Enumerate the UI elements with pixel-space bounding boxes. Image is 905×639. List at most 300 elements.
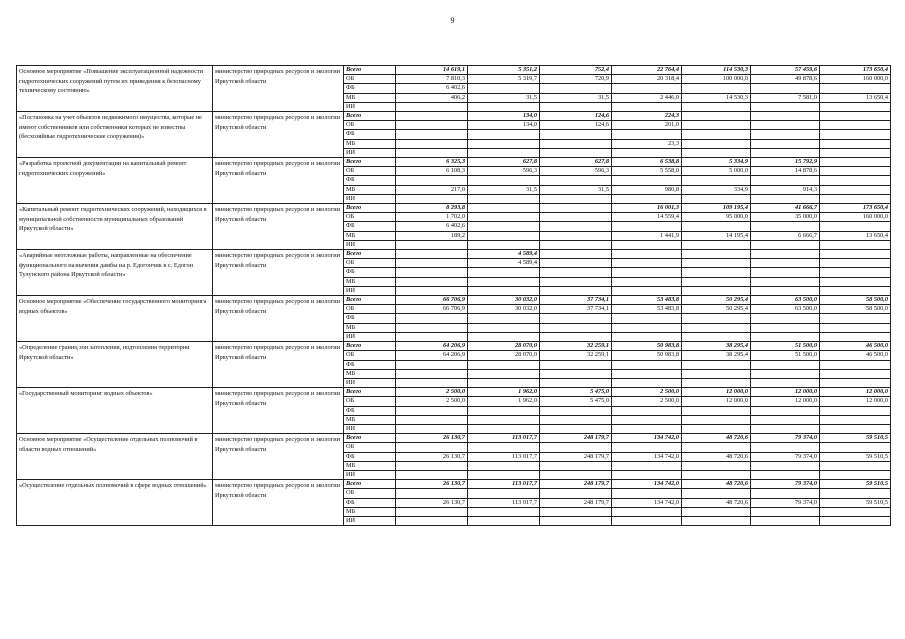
funding-source-cell: Всего [344, 250, 396, 259]
value-cell [396, 314, 468, 323]
value-cell: 66 706,9 [396, 305, 468, 314]
funding-source-cell: ИИ [344, 286, 396, 295]
value-cell: 12 000,0 [682, 388, 751, 397]
value-cell [468, 378, 540, 387]
funding-source-cell: ИИ [344, 240, 396, 249]
value-cell: 1 441,9 [612, 231, 682, 240]
value-cell: 66 706,9 [396, 296, 468, 305]
value-cell: 596,3 [540, 167, 612, 176]
value-cell [751, 268, 820, 277]
value-cell [468, 507, 540, 516]
value-cell: 4 589,4 [468, 250, 540, 259]
funding-source-cell: ИИ [344, 424, 396, 433]
value-cell: 59 510,5 [820, 434, 891, 443]
responsible-executor-cell: министерство природных ресурсов и экологии Иркутской области [213, 342, 344, 388]
value-cell [682, 369, 751, 378]
value-cell [820, 516, 891, 525]
funding-source-cell: ФБ [344, 314, 396, 323]
value-cell: 64 206,9 [396, 351, 468, 360]
value-cell [468, 461, 540, 470]
value-cell [820, 185, 891, 194]
value-cell: 6 325,3 [396, 158, 468, 167]
value-cell: 248 179,7 [540, 498, 612, 507]
value-cell: 2 500,0 [612, 397, 682, 406]
value-cell [540, 250, 612, 259]
value-cell: 124,6 [540, 112, 612, 121]
value-cell: 58 500,0 [820, 296, 891, 305]
value-cell: 113 017,7 [468, 452, 540, 461]
value-cell [751, 314, 820, 323]
value-cell [540, 470, 612, 479]
funding-source-cell: ИИ [344, 194, 396, 203]
value-cell [682, 102, 751, 111]
value-cell [612, 415, 682, 424]
value-cell [682, 268, 751, 277]
value-cell: 48 720,6 [682, 452, 751, 461]
funding-source-cell: МБ [344, 185, 396, 194]
value-cell [682, 507, 751, 516]
value-cell [396, 323, 468, 332]
value-cell [540, 259, 612, 268]
value-cell [540, 240, 612, 249]
value-cell [612, 194, 682, 203]
value-cell [396, 424, 468, 433]
value-cell [612, 489, 682, 498]
value-cell: 12 000,0 [682, 397, 751, 406]
value-cell [751, 424, 820, 433]
value-cell [820, 470, 891, 479]
value-cell [820, 250, 891, 259]
funding-source-cell: ИИ [344, 332, 396, 341]
value-cell [751, 489, 820, 498]
value-cell [468, 194, 540, 203]
value-cell [820, 489, 891, 498]
value-cell: 1 962,0 [468, 388, 540, 397]
value-cell [820, 112, 891, 121]
funding-source-cell: МБ [344, 507, 396, 516]
value-cell [540, 84, 612, 93]
value-cell: 31,5 [540, 93, 612, 102]
value-cell [682, 250, 751, 259]
value-cell: 37 734,1 [540, 305, 612, 314]
value-cell: 26 130,7 [396, 434, 468, 443]
value-cell [612, 240, 682, 249]
funding-source-cell: ОБ [344, 121, 396, 130]
value-cell: 5 558,0 [612, 167, 682, 176]
value-cell [682, 461, 751, 470]
activity-name-cell: «Осуществление отдельных полномочий в сфере водных отношений» [17, 480, 213, 526]
funding-source-cell: ФБ [344, 360, 396, 369]
value-cell: 124,6 [540, 121, 612, 130]
value-cell: 49 878,6 [751, 75, 820, 84]
funding-source-cell: ОБ [344, 305, 396, 314]
value-cell: 63 500,0 [751, 296, 820, 305]
value-cell: 752,4 [540, 66, 612, 75]
value-cell [540, 194, 612, 203]
value-cell: 5 334,9 [682, 158, 751, 167]
value-cell [820, 332, 891, 341]
funding-source-cell: ОБ [344, 443, 396, 452]
funding-source-cell: ФБ [344, 84, 396, 93]
value-cell [612, 332, 682, 341]
value-cell [682, 424, 751, 433]
value-cell [396, 250, 468, 259]
value-cell: 14 619,1 [396, 66, 468, 75]
table-row [17, 158, 891, 167]
value-cell: 35 000,0 [751, 213, 820, 222]
value-cell [540, 176, 612, 185]
activity-name-cell: «Постановка на учет объектов недвижимого имущества, которые не имеют собственников или собственники которых не известны (бесхозяйные гидротехнические сооружения)» [17, 112, 213, 158]
value-cell: 134 742,0 [612, 498, 682, 507]
value-cell: 2 500,0 [396, 388, 468, 397]
value-cell [682, 332, 751, 341]
value-cell: 248 179,7 [540, 434, 612, 443]
value-cell: 5 475,0 [540, 388, 612, 397]
table-row [17, 250, 891, 259]
funding-source-cell: ОБ [344, 213, 396, 222]
funding-source-cell: ОБ [344, 397, 396, 406]
value-cell [751, 148, 820, 157]
value-cell [540, 213, 612, 222]
value-cell [612, 84, 682, 93]
value-cell: 201,0 [612, 121, 682, 130]
value-cell: 1 702,0 [396, 213, 468, 222]
value-cell [612, 286, 682, 295]
value-cell [540, 204, 612, 213]
value-cell: 160 000,0 [820, 213, 891, 222]
value-cell: 26 130,7 [396, 452, 468, 461]
value-cell: 26 130,7 [396, 498, 468, 507]
value-cell [540, 507, 612, 516]
value-cell [468, 369, 540, 378]
value-cell: 173 650,4 [820, 66, 891, 75]
value-cell [612, 424, 682, 433]
value-cell [820, 102, 891, 111]
funding-source-cell: ОБ [344, 75, 396, 84]
value-cell: 41 666,7 [751, 204, 820, 213]
value-cell: 26 130,7 [396, 480, 468, 489]
value-cell [468, 277, 540, 286]
value-cell: 134,0 [468, 112, 540, 121]
value-cell: 224,3 [612, 112, 682, 121]
value-cell [540, 148, 612, 157]
value-cell [396, 332, 468, 341]
value-cell: 2 500,0 [612, 388, 682, 397]
responsible-executor-cell: министерство природных ресурсов и экологии Иркутской области [213, 66, 344, 112]
value-cell [612, 268, 682, 277]
funding-source-cell: МБ [344, 415, 396, 424]
value-cell [540, 489, 612, 498]
value-cell [612, 314, 682, 323]
value-cell [540, 424, 612, 433]
funding-source-cell: Всего [344, 342, 396, 351]
value-cell [396, 406, 468, 415]
value-cell: 160 000,0 [820, 75, 891, 84]
value-cell [682, 516, 751, 525]
value-cell [540, 222, 612, 231]
funding-source-cell: ФБ [344, 268, 396, 277]
value-cell: 31,5 [540, 185, 612, 194]
value-cell [396, 102, 468, 111]
funding-source-cell: МБ [344, 369, 396, 378]
value-cell: 38 295,4 [682, 351, 751, 360]
funding-source-cell: ОБ [344, 489, 396, 498]
value-cell [751, 461, 820, 470]
value-cell [540, 415, 612, 424]
value-cell: 30 032,0 [468, 305, 540, 314]
value-cell [540, 369, 612, 378]
activity-name-cell: «Разработка проектной документации на капитальный ремонт гидротехнических сооружений» [17, 158, 213, 204]
value-cell [540, 130, 612, 139]
value-cell [612, 443, 682, 452]
value-cell [612, 277, 682, 286]
responsible-executor-cell: министерство природных ресурсов и экологии Иркутской области [213, 204, 344, 250]
value-cell [751, 194, 820, 203]
value-cell [682, 470, 751, 479]
value-cell [396, 112, 468, 121]
funding-source-cell: Всего [344, 480, 396, 489]
value-cell: 22 764,4 [612, 66, 682, 75]
value-cell [468, 470, 540, 479]
value-cell: 53 483,8 [612, 305, 682, 314]
value-cell [468, 148, 540, 157]
value-cell [682, 222, 751, 231]
value-cell: 596,3 [468, 167, 540, 176]
responsible-executor-cell: министерство природных ресурсов и экологии Иркутской области [213, 434, 344, 480]
value-cell [396, 121, 468, 130]
value-cell [682, 148, 751, 157]
value-cell [682, 277, 751, 286]
value-cell: 109 195,4 [682, 204, 751, 213]
value-cell [468, 516, 540, 525]
value-cell [820, 369, 891, 378]
value-cell: 7 810,3 [396, 75, 468, 84]
value-cell: 95 000,0 [682, 213, 751, 222]
value-cell [612, 406, 682, 415]
value-cell [468, 424, 540, 433]
value-cell [751, 259, 820, 268]
value-cell: 50 983,8 [612, 342, 682, 351]
value-cell [468, 286, 540, 295]
value-cell [540, 268, 612, 277]
value-cell [396, 360, 468, 369]
value-cell [751, 250, 820, 259]
value-cell [540, 516, 612, 525]
value-cell: 2 500,0 [396, 397, 468, 406]
value-cell: 16 001,3 [612, 204, 682, 213]
funding-source-cell: Всего [344, 158, 396, 167]
value-cell: 59 510,5 [820, 452, 891, 461]
value-cell [612, 176, 682, 185]
value-cell [468, 231, 540, 240]
funding-source-cell: ИИ [344, 516, 396, 525]
value-cell [820, 323, 891, 332]
funding-source-cell: ИИ [344, 470, 396, 479]
value-cell [468, 268, 540, 277]
value-cell: 217,0 [396, 185, 468, 194]
table-row [17, 388, 891, 397]
value-cell [468, 415, 540, 424]
funding-source-cell: ОБ [344, 167, 396, 176]
value-cell: 113 017,7 [468, 498, 540, 507]
value-cell: 406,2 [396, 93, 468, 102]
value-cell: 58 500,0 [820, 305, 891, 314]
value-cell [751, 240, 820, 249]
value-cell: 248 179,7 [540, 452, 612, 461]
value-cell [682, 323, 751, 332]
value-cell [396, 176, 468, 185]
value-cell: 6 108,3 [396, 167, 468, 176]
table-body [17, 66, 891, 526]
value-cell: 37 734,1 [540, 296, 612, 305]
value-cell [396, 461, 468, 470]
value-cell: 7 581,0 [751, 93, 820, 102]
value-cell [820, 415, 891, 424]
value-cell [540, 102, 612, 111]
funding-source-cell: ИИ [344, 378, 396, 387]
value-cell [396, 378, 468, 387]
value-cell [396, 277, 468, 286]
value-cell [682, 121, 751, 130]
value-cell [468, 213, 540, 222]
value-cell [396, 507, 468, 516]
value-cell [540, 443, 612, 452]
funding-source-cell: Всего [344, 204, 396, 213]
value-cell [751, 323, 820, 332]
value-cell [820, 259, 891, 268]
value-cell: 38 295,4 [682, 342, 751, 351]
value-cell [820, 84, 891, 93]
value-cell: 5 475,0 [540, 397, 612, 406]
value-cell [468, 489, 540, 498]
value-cell: 32 259,1 [540, 351, 612, 360]
table-row [17, 296, 891, 305]
value-cell [540, 378, 612, 387]
value-cell [751, 332, 820, 341]
value-cell: 12 000,0 [820, 388, 891, 397]
responsible-executor-cell: министерство природных ресурсов и экологии Иркутской области [213, 158, 344, 204]
value-cell [468, 332, 540, 341]
value-cell: 5 351,2 [468, 66, 540, 75]
value-cell [468, 323, 540, 332]
value-cell [612, 507, 682, 516]
value-cell [612, 148, 682, 157]
value-cell [468, 204, 540, 213]
value-cell [820, 121, 891, 130]
value-cell: 627,8 [540, 158, 612, 167]
funding-source-cell: Всего [344, 434, 396, 443]
value-cell [396, 268, 468, 277]
value-cell: 2 446,0 [612, 93, 682, 102]
value-cell: 79 374,0 [751, 498, 820, 507]
value-cell [751, 222, 820, 231]
value-cell [820, 286, 891, 295]
value-cell: 113 017,7 [468, 434, 540, 443]
funding-source-cell: МБ [344, 461, 396, 470]
value-cell [682, 112, 751, 121]
value-cell [396, 516, 468, 525]
value-cell [612, 130, 682, 139]
value-cell [540, 286, 612, 295]
value-cell: 114 530,3 [682, 66, 751, 75]
value-cell [751, 130, 820, 139]
activity-name-cell: «Капитальный ремонт гидротехнических сооружений, находящихся в муниципальной собственности муниципальных образований Иркутской области» [17, 204, 213, 250]
value-cell: 20 318,4 [612, 75, 682, 84]
value-cell: 57 459,6 [751, 66, 820, 75]
funding-source-cell: ФБ [344, 452, 396, 461]
value-cell [751, 176, 820, 185]
value-cell [396, 470, 468, 479]
value-cell: 59 510,5 [820, 480, 891, 489]
value-cell [468, 222, 540, 231]
value-cell: 5 319,7 [468, 75, 540, 84]
value-cell: 53 483,8 [612, 296, 682, 305]
value-cell: 31,5 [468, 93, 540, 102]
value-cell [682, 194, 751, 203]
value-cell [396, 148, 468, 157]
value-cell [820, 507, 891, 516]
value-cell [820, 268, 891, 277]
value-cell [751, 415, 820, 424]
value-cell [820, 424, 891, 433]
value-cell: 64 206,9 [396, 342, 468, 351]
funding-source-cell: ФБ [344, 222, 396, 231]
value-cell: 48 720,6 [682, 434, 751, 443]
value-cell [396, 415, 468, 424]
value-cell: 28 070,0 [468, 351, 540, 360]
value-cell: 63 500,0 [751, 305, 820, 314]
value-cell [682, 314, 751, 323]
value-cell [396, 139, 468, 148]
value-cell: 5 000,0 [682, 167, 751, 176]
value-cell: 4 589,4 [468, 259, 540, 268]
value-cell: 50 983,8 [612, 351, 682, 360]
value-cell: 50 295,4 [682, 296, 751, 305]
value-cell: 28 070,0 [468, 342, 540, 351]
value-cell: 134 742,0 [612, 480, 682, 489]
value-cell [751, 84, 820, 93]
table-row [17, 204, 891, 213]
value-cell [612, 323, 682, 332]
value-cell [820, 360, 891, 369]
value-cell [820, 240, 891, 249]
funding-source-cell: Всего [344, 296, 396, 305]
value-cell [540, 406, 612, 415]
responsible-executor-cell: министерство природных ресурсов и экологии Иркутской области [213, 388, 344, 434]
value-cell [820, 461, 891, 470]
value-cell: 14 530,3 [682, 93, 751, 102]
value-cell [820, 277, 891, 286]
value-cell: 12 000,0 [751, 397, 820, 406]
funding-source-cell: ОБ [344, 351, 396, 360]
value-cell [468, 139, 540, 148]
value-cell [751, 102, 820, 111]
value-cell [468, 360, 540, 369]
activity-name-cell: Основное мероприятие «Осуществление отдельных полномочий в области водных отношений» [17, 434, 213, 480]
value-cell [751, 406, 820, 415]
value-cell: 6 402,6 [396, 84, 468, 93]
value-cell [396, 489, 468, 498]
funding-source-cell: Всего [344, 112, 396, 121]
value-cell [820, 158, 891, 167]
activity-name-cell: «Определение границ зон затопления, подтопления территории Иркутской области» [17, 342, 213, 388]
value-cell [820, 314, 891, 323]
value-cell [751, 369, 820, 378]
table-row [17, 434, 891, 443]
funding-source-cell: Всего [344, 66, 396, 75]
value-cell: 6 402,6 [396, 222, 468, 231]
value-cell [751, 360, 820, 369]
